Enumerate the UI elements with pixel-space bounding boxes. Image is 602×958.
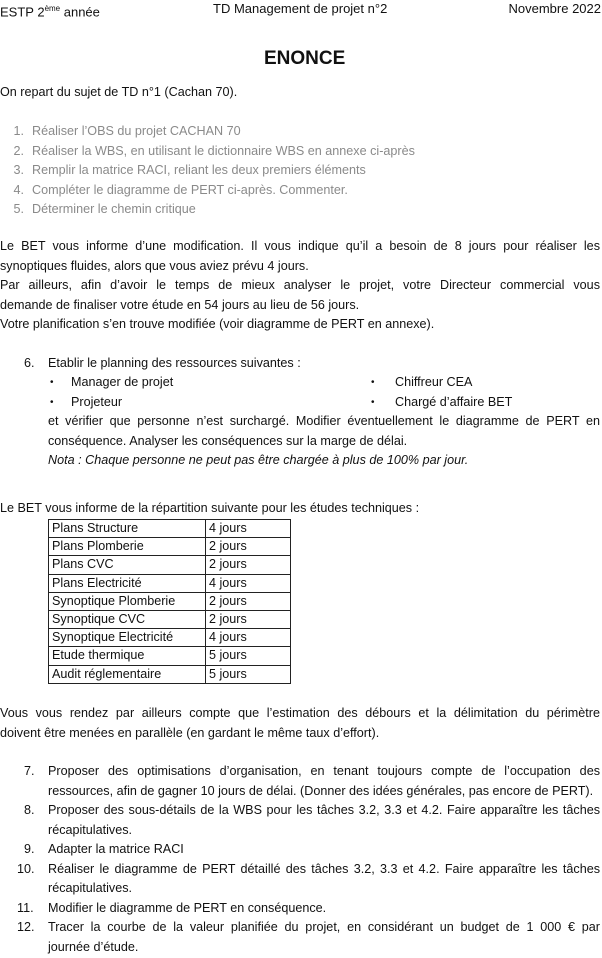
resource-projeteur: Projeteur — [71, 395, 123, 409]
question-text: ressources, afin de gagner 10 jours de délai. (Donner des idées générales, pas encore de PERT). — [48, 783, 594, 798]
table-cell: 4 jours — [206, 574, 291, 592]
table-row — [49, 520, 291, 538]
list-item — [0, 861, 602, 900]
table-row — [49, 647, 291, 665]
nota-text: Nota : Chaque personne ne peut pas être chargée à plus de 100% par jour. — [48, 453, 469, 467]
studies-table-wrapper — [48, 519, 291, 684]
table-row — [49, 538, 291, 556]
table-cell: Synoptique Plomberie — [49, 592, 206, 610]
paragraph-line: Vous vous rendez par ailleurs compte que l’estimation des débours et la délimitation du périmètre — [0, 706, 600, 720]
list-item: 1. Réaliser l’OBS du projet CACHAN 70 — [13, 124, 241, 138]
question-text: récapitulatives. — [48, 822, 132, 837]
header-date: Novembre 2022 — [508, 1, 601, 16]
paragraph-line: doivent être menées en parallèle (en gardant le même taux d’effort). — [0, 725, 380, 740]
header-school: ESTP 2ème année — [0, 4, 100, 20]
table-cell: 4 jours — [206, 629, 291, 647]
list-item — [0, 763, 602, 802]
table-cell: 2 jours — [206, 538, 291, 556]
question-number: 12. — [17, 920, 35, 934]
table-row — [49, 556, 291, 574]
steps-list — [0, 123, 415, 221]
question-6-details — [48, 413, 600, 472]
table-cell: Plans Structure — [49, 520, 206, 538]
resource-chiffreur: Chiffreur CEA — [395, 375, 473, 389]
table-cell: 2 jours — [206, 556, 291, 574]
bullet-icon: • — [50, 377, 54, 388]
question-text: Proposer des sous-détails de la WBS pour les tâches 3.2, 3.3 et 4.2. Faire apparaître les tâches — [48, 803, 600, 817]
question-6-number: 6. — [24, 356, 35, 370]
question-text: Réaliser le diagramme de PERT détaillé des tâches 3.2, 3.3 et 4.2. Faire apparaître les tâches — [48, 861, 600, 876]
paragraph-line: Par ailleurs, afin d’avoir le temps de mieux analyser le projet, votre Directeur commercial vous — [0, 278, 600, 292]
questions-list — [0, 763, 602, 958]
parallel-paragraph — [0, 705, 600, 744]
table-cell: Plans Electricité — [49, 574, 206, 592]
paragraph-line: Le BET vous informe d’une modification. Il vous indique qu’il a besoin de 8 jours pour réaliser les — [0, 239, 600, 253]
list-item: 4. Compléter le diagramme de PERT ci-après. Commenter. — [13, 182, 348, 197]
question-text: Adapter la matrice RACI — [48, 842, 184, 856]
header-course: TD Management de projet n°2 — [213, 1, 388, 16]
paragraph-line: synoptiques fluides, alors que vous aviez prévu 4 jours. — [0, 258, 309, 273]
studies-table — [48, 519, 291, 684]
table-row — [49, 592, 291, 610]
table-cell: Synoptique CVC — [49, 610, 206, 628]
paragraph-line: et vérifier que personne n’est surchargé. Modifier éventuellement le diagramme de PERT en — [48, 414, 600, 428]
modification-paragraph — [0, 238, 600, 336]
table-cell: 5 jours — [206, 665, 291, 683]
question-number: 9. — [24, 842, 35, 856]
table-row — [49, 574, 291, 592]
resource-manager: Manager de projet — [71, 375, 174, 389]
list-item: 2. Réaliser la WBS, en utilisant le dictionnaire WBS en annexe ci-après — [13, 143, 415, 158]
table-cell: Plans Plomberie — [49, 538, 206, 556]
intro-text: On repart du sujet de TD n°1 (Cachan 70). — [0, 85, 238, 99]
bet-intro: Le BET vous informe de la répartition suivante pour les études techniques : — [0, 501, 420, 515]
bullet-icon: • — [50, 397, 54, 408]
table-cell: 4 jours — [206, 520, 291, 538]
question-number: 8. — [24, 803, 35, 817]
table-cell: 5 jours — [206, 647, 291, 665]
question-number: 10. — [17, 861, 35, 876]
list-item: 3. Remplir la matrice RACI, reliant les deux premiers éléments — [13, 163, 366, 177]
paragraph-line: conséquence. Analyser les conséquences sur la marge de délai. — [48, 433, 408, 448]
list-item — [0, 802, 602, 841]
question-text: récapitulatives. — [48, 881, 132, 895]
table-cell: Synoptique Electricité — [49, 629, 206, 647]
bullet-icon: • — [371, 397, 375, 408]
resource-charge-affaire: Chargé d’affaire BET — [395, 395, 513, 409]
table-cell: Etude thermique — [49, 647, 206, 665]
table-cell: 2 jours — [206, 610, 291, 628]
question-text: journée d’étude. — [48, 939, 139, 954]
question-text: Modifier le diagramme de PERT en conséquence. — [48, 900, 327, 915]
page-title: ENONCE — [264, 48, 346, 69]
bullet-icon: • — [371, 377, 375, 388]
table-row — [49, 629, 291, 647]
question-text: Proposer des optimisations d’organisation, en tenant toujours compte de l’occupation des — [48, 764, 600, 778]
list-item — [0, 841, 602, 861]
list-item — [0, 919, 602, 958]
table-cell: 2 jours — [206, 592, 291, 610]
table-cell: Plans CVC — [49, 556, 206, 574]
paragraph-line: demande de finaliser votre étude en 54 jours au lieu de 56 jours. — [0, 297, 360, 312]
question-text: Tracer la courbe de la valeur planifiée du projet, en considérant un budget de 1 000 € par — [48, 920, 600, 934]
question-6-text: Etablir le planning des ressources suivantes : — [48, 356, 301, 370]
list-item — [0, 900, 602, 920]
table-row — [49, 665, 291, 683]
table-row — [49, 610, 291, 628]
paragraph-line: Votre planification s’en trouve modifiée (voir diagramme de PERT en annexe). — [0, 317, 435, 331]
table-cell: Audit réglementaire — [49, 665, 206, 683]
question-number: 11. — [17, 900, 34, 915]
list-item: 5. Déterminer le chemin critique — [13, 202, 196, 216]
question-number: 7. — [24, 764, 35, 778]
